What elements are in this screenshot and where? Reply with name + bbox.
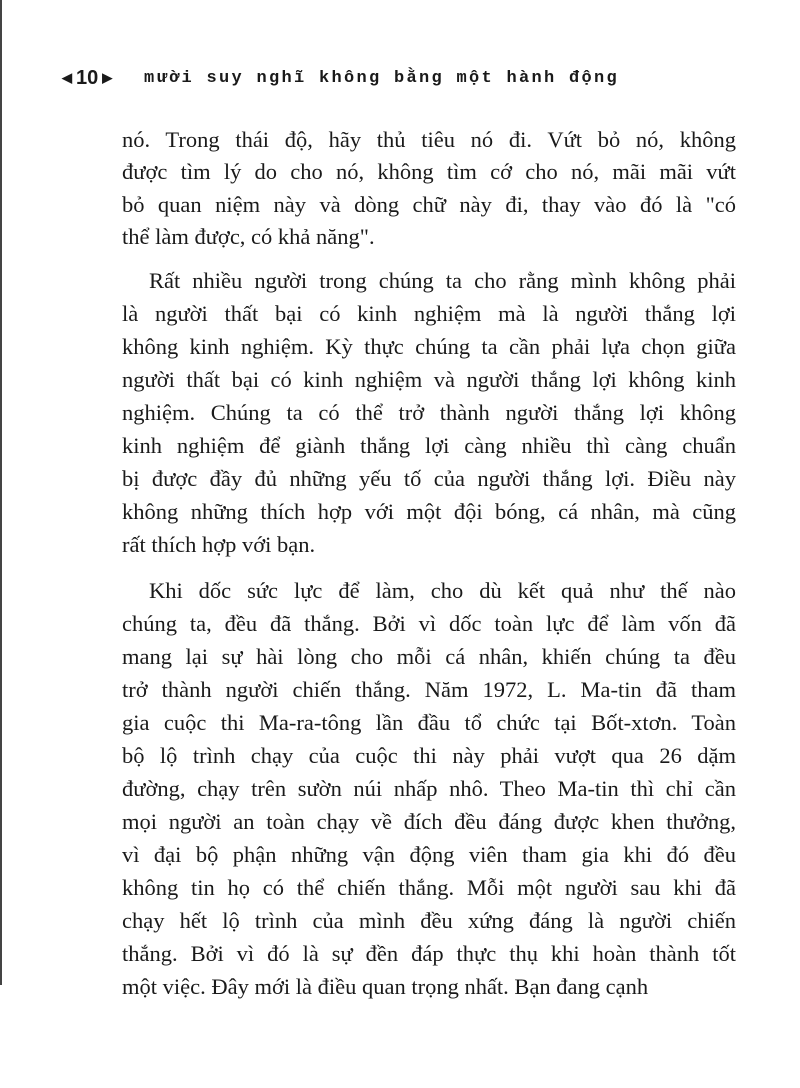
right-triangle-icon: ▶ (102, 70, 113, 85)
text-line: bỏ quan niệm này và dòng chữ này đi, thay vào đó là "có (122, 191, 736, 217)
text-line: bộ lộ trình chạy của cuộc thi này phải vượt qua 26 dặm (122, 743, 736, 768)
text-line: chúng ta, đều đã thắng. Bởi vì dốc toàn lực để làm vốn đã (122, 611, 736, 636)
text-line: mang lại sự hài lòng cho mỗi cá nhân, khiến chúng ta đều (122, 644, 736, 669)
text-line: đường, chạy trên sườn núi nhấp nhô. Theo Ma-tin thì chỉ cần (122, 776, 736, 801)
text-line: thể làm được, có khả năng". (122, 223, 375, 249)
text-line: mọi người an toàn chạy về đích đều đáng được khen thưởng, (122, 809, 736, 834)
left-triangle-icon: ◀ (62, 70, 72, 85)
text-line: gia cuộc thi Ma-ra-tông lần đầu tổ chức tại Bốt-xtơn. Toàn (122, 710, 736, 735)
text-line: bị được đầy đủ những yếu tố của người thắng lợi. Điều này (122, 466, 736, 491)
running-title: mười suy nghĩ không bằng một hành động (144, 68, 620, 88)
page-number-block (62, 67, 144, 90)
paragraph (122, 264, 736, 561)
paragraph (122, 574, 736, 1003)
text-line: nghiệm. Chúng ta có thể trở thành người thắng lợi không (122, 400, 736, 425)
text-line: chạy hết lộ trình của mình đều xứng đáng là người chiến (122, 908, 736, 933)
running-header (62, 62, 732, 94)
page-edge-line (0, 0, 2, 985)
page-number: 10 (76, 66, 99, 89)
text-line: Rất nhiều người trong chúng ta cho rằng mình không phải (149, 268, 736, 293)
paragraph (122, 124, 736, 253)
text-line: không tin họ có thể chiến thắng. Mỗi một người sau khi đã (122, 875, 736, 900)
text-line: người thất bại có kinh nghiệm và người thắng lợi không kinh (122, 367, 736, 392)
text-line: được tìm lý do cho nó, không tìm cớ cho nó, mãi mãi vứt (122, 159, 736, 185)
text-line: không kinh nghiệm. Kỳ thực chúng ta cần phải lựa chọn giữa (122, 334, 736, 359)
text-line: trở thành người chiến thắng. Năm 1972, L. Ma-tin đã tham (122, 677, 736, 702)
text-line: Khi dốc sức lực để làm, cho dù kết quả như thế nào (149, 578, 736, 603)
text-line: nó. Trong thái độ, hãy thủ tiêu nó đi. Vứt bỏ nó, không (122, 127, 736, 152)
text-line: không những thích hợp với một đội bóng, cá nhân, mà cũng (122, 499, 736, 524)
text-line: thắng. Bởi vì đó là sự đền đáp thực thụ khi hoàn thành tốt (122, 941, 736, 966)
text-line: rất thích hợp với bạn. (122, 532, 316, 557)
text-line: một việc. Đây mới là điều quan trọng nhất. Bạn đang cạnh (122, 974, 649, 999)
text-line: là người thất bại có kinh nghiệm mà là người thắng lợi (122, 301, 736, 326)
text-line: kinh nghiệm để giành thắng lợi càng nhiều thì càng chuẩn (122, 433, 736, 458)
text-line: vì đại bộ phận những vận động viên tham gia khi đó đều (122, 842, 736, 867)
